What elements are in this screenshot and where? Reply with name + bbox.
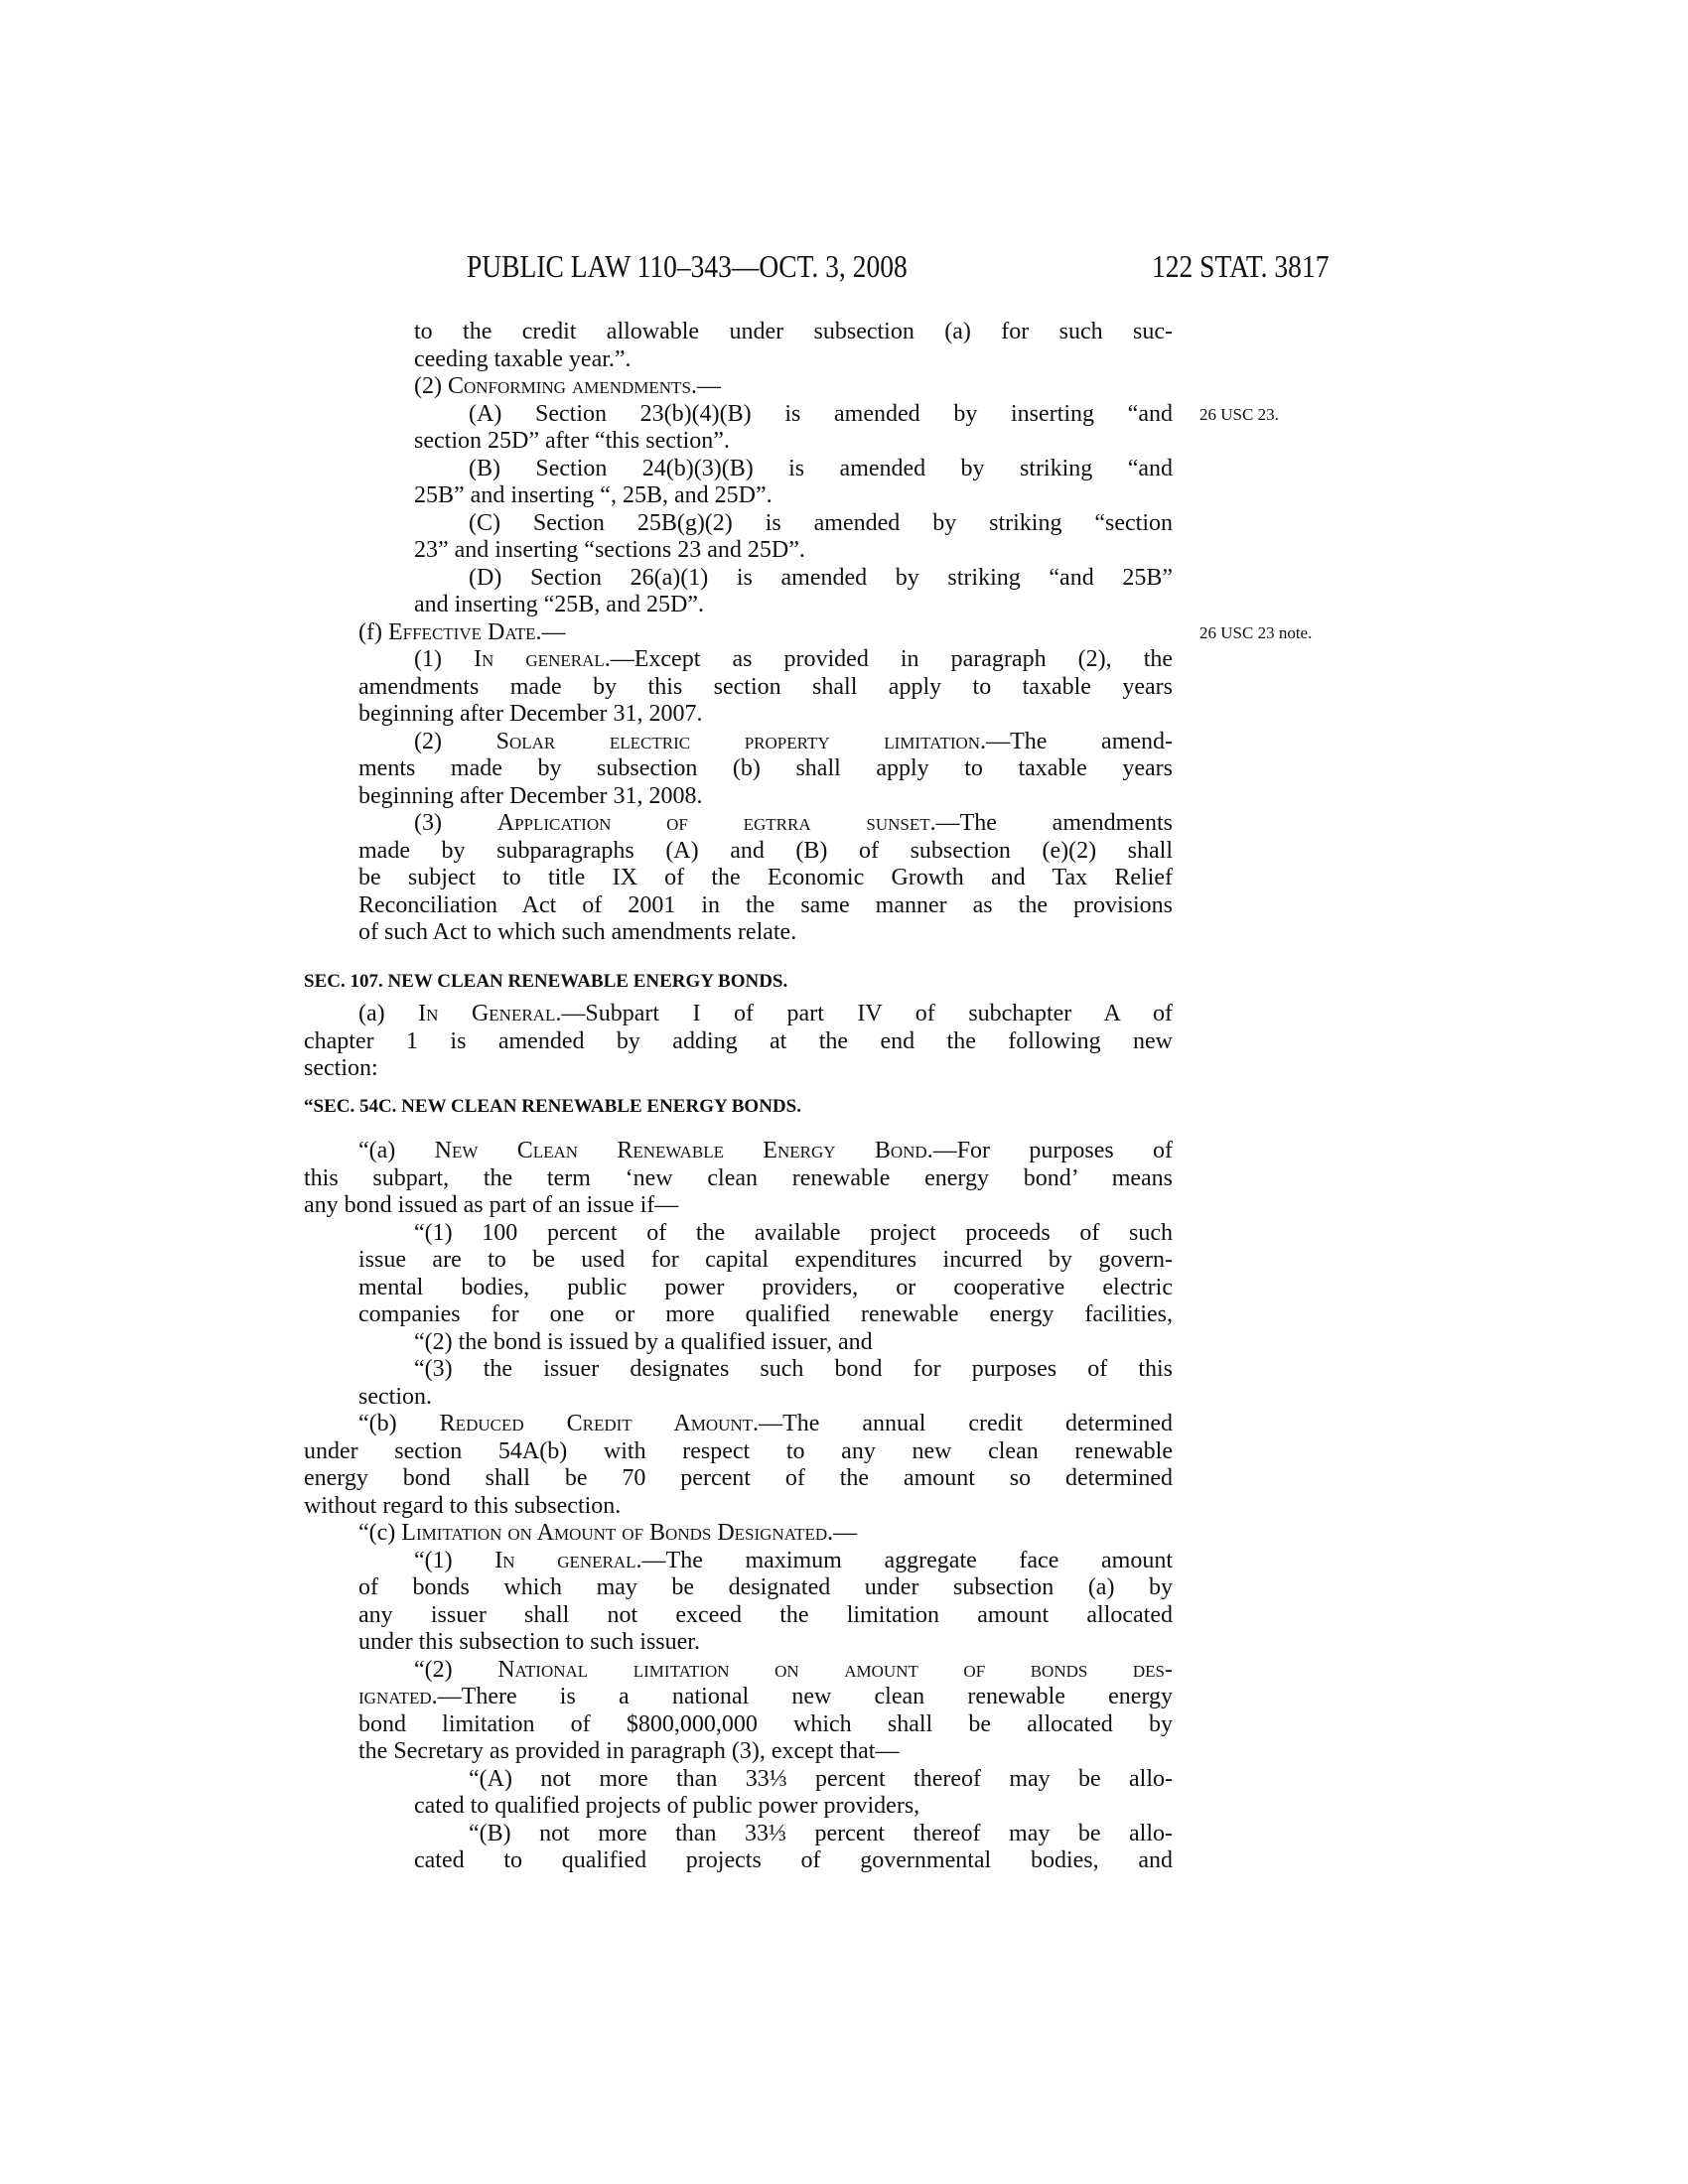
text-line <box>304 1548 1173 1575</box>
line-text: energy bond shall be 70 percent of the amount so determined <box>304 1465 1173 1491</box>
line-text: “(1) <box>414 1547 495 1573</box>
small-caps-heading: Reduced Credit Amount. <box>439 1411 760 1436</box>
text-line <box>304 1493 1173 1521</box>
text-line <box>304 1192 1173 1220</box>
line-text: “SEC. 54C. NEW CLEAN RENEWABLE ENERGY BONDS. <box>304 1095 801 1117</box>
text-line <box>304 1275 1173 1302</box>
text-line <box>304 838 1173 866</box>
line-text: cated to qualified projects of public power providers, <box>414 1793 920 1819</box>
text-line <box>304 1028 1173 1056</box>
line-text: the Secretary as provided in paragraph (3), except that— <box>358 1738 900 1764</box>
text-line <box>304 482 1173 510</box>
text-line <box>304 1411 1173 1438</box>
text-line <box>304 1684 1173 1711</box>
small-caps-heading: National limitation on amount of bonds des- <box>497 1656 1173 1683</box>
line-text: 23” and inserting “sections 23 and 25D”. <box>414 537 805 563</box>
text-line <box>304 783 1173 811</box>
small-caps-heading: Conforming amendments.— <box>447 373 721 399</box>
text-line <box>304 1138 1173 1165</box>
line-text: —There is a national new clean renewable energy <box>437 1684 1173 1709</box>
margin-note: 26 USC 23 note. <box>1199 622 1313 642</box>
line-text: —Except as provided in paragraph (2), the <box>610 646 1174 672</box>
text-line <box>304 565 1173 593</box>
text-line <box>304 1847 1173 1875</box>
text-line <box>304 865 1173 892</box>
line-text: (2) <box>414 373 448 399</box>
text-line <box>304 1629 1173 1657</box>
line-text: of such Act to which such amendments relate. <box>358 919 797 945</box>
line-text: companies for one or more qualified renewable energy facilities, <box>358 1301 1173 1327</box>
text-line <box>304 1657 1173 1685</box>
text-line <box>304 346 1173 374</box>
text-line <box>304 1738 1173 1766</box>
line-text: “(2) the bond is issued by a qualified issuer, and <box>414 1328 873 1355</box>
line-text: (a) <box>358 1001 419 1026</box>
line-text: 25B” and inserting “, 25B, and 25D”. <box>414 482 773 508</box>
text-line <box>304 1247 1173 1275</box>
line-text: ceeding taxable year.”. <box>414 345 632 372</box>
text-line <box>304 319 1173 346</box>
text-line <box>304 537 1173 565</box>
text-line <box>304 1520 1173 1548</box>
text-line <box>304 1329 1173 1357</box>
small-caps-heading: New Clean Renewable Energy Bond. <box>434 1138 933 1163</box>
text-line <box>304 1574 1173 1602</box>
section-heading <box>304 1093 1173 1121</box>
text-line <box>304 1793 1173 1821</box>
line-text: (C) Section 25B(g)(2) is amended by striking “section <box>469 509 1173 536</box>
text-line <box>304 510 1173 538</box>
line-text: —The maximum aggregate face amount <box>641 1547 1174 1573</box>
line-text: amendments made by this section shall apply to taxable years <box>358 673 1173 700</box>
text-line <box>304 1384 1173 1412</box>
line-text: any issuer shall not exceed the limitation amount allocated <box>358 1601 1173 1628</box>
page-number: 122 STAT. 3817 <box>1152 248 1330 284</box>
line-text: “(A) not more than 33⅓ percent thereof may be allo- <box>469 1765 1173 1792</box>
text-line <box>304 618 1313 647</box>
line-text: section: <box>304 1055 378 1081</box>
line-text: made by subparagraphs (A) and (B) of subsection (e)(2) shall <box>358 837 1173 864</box>
line-text: under this subsection to such issuer. <box>358 1629 700 1655</box>
line-text: “(3) the issuer designates such bond for purposes of this <box>414 1356 1173 1382</box>
line-text: (A) Section 23(b)(4)(B) is amended by inserting “and <box>469 400 1173 427</box>
text-line <box>304 1766 1173 1794</box>
text-line <box>304 1220 1173 1248</box>
small-caps-heading: In general. <box>474 646 611 672</box>
text-line <box>304 1438 1173 1466</box>
text-line <box>304 919 1173 947</box>
line-text: —For purposes of <box>932 1138 1173 1163</box>
small-caps-heading: ignated. <box>358 1684 438 1709</box>
text-line <box>304 701 1173 729</box>
text-line <box>304 1821 1173 1848</box>
text-line <box>304 729 1173 756</box>
line-text: of bonds which may be designated under subsection (a) by <box>358 1574 1173 1600</box>
text-line <box>304 1001 1173 1028</box>
line-text: —The annual credit determined <box>759 1411 1174 1436</box>
text-line <box>304 755 1173 783</box>
small-caps-heading: Limitation on Amount of Bonds Designated.— <box>401 1520 858 1546</box>
line-text: section 25D” after “this section”. <box>414 428 730 454</box>
line-text: —The amendments <box>935 810 1173 836</box>
line-text: (1) <box>414 646 475 672</box>
line-text: (3) <box>414 810 497 836</box>
line-text: (f) <box>358 618 388 645</box>
text-line <box>304 674 1173 702</box>
text-line <box>304 1602 1173 1630</box>
document-body <box>304 319 1313 1875</box>
line-text: Reconciliation Act of 2001 in the same manner as the provisions <box>358 891 1173 918</box>
text-line <box>304 1465 1173 1493</box>
text-line <box>304 428 1173 456</box>
text-line <box>304 592 1173 619</box>
section-heading <box>304 968 1173 996</box>
line-text: cated to qualified projects of governmental bodies, and <box>414 1847 1173 1873</box>
line-text: and inserting “25B, and 25D”. <box>414 592 704 617</box>
line-text: “(b) <box>358 1411 440 1436</box>
text-line <box>304 456 1173 483</box>
text-line <box>304 1711 1173 1739</box>
line-text: ments made by subsection (b) shall apply to taxable years <box>358 755 1173 781</box>
line-text: SEC. 107. NEW CLEAN RENEWABLE ENERGY BONDS. <box>304 970 788 992</box>
small-caps-heading: In general. <box>494 1547 642 1573</box>
running-header-title: PUBLIC LAW 110–343—OCT. 3, 2008 <box>467 248 908 284</box>
line-text: mental bodies, public power providers, or cooperative electric <box>358 1274 1173 1300</box>
line-text: without regard to this subsection. <box>304 1492 622 1519</box>
line-text: any bond issued as part of an issue if— <box>304 1192 679 1218</box>
line-text: (2) <box>414 728 496 754</box>
text-line <box>304 892 1173 920</box>
text-line <box>304 810 1173 838</box>
text-line <box>304 1165 1173 1193</box>
small-caps-heading: Effective Date.— <box>387 618 566 645</box>
line-text: beginning after December 31, 2008. <box>358 782 703 809</box>
line-text: beginning after December 31, 2007. <box>358 701 703 727</box>
text-line <box>304 1055 1173 1083</box>
line-text: this subpart, the term ‘new clean renewable energy bond’ means <box>304 1164 1173 1191</box>
text-line <box>304 400 1279 429</box>
small-caps-heading: In General. <box>418 1001 562 1026</box>
text-line <box>304 646 1173 674</box>
line-text: —Subpart I of part IV of subchapter A of <box>561 1001 1173 1026</box>
line-text: issue are to be used for capital expenditures incurred by govern- <box>358 1247 1173 1273</box>
line-text: “(B) not more than 33⅓ percent thereof may be allo- <box>469 1820 1173 1846</box>
line-text: “(2) <box>414 1656 498 1683</box>
margin-note: 26 USC 23. <box>1199 404 1279 424</box>
small-caps-heading: Application of egtrra sunset. <box>496 810 936 836</box>
line-text: be subject to title IX of the Economic Growth and Tax Relief <box>358 865 1173 890</box>
line-text: (B) Section 24(b)(3)(B) is amended by striking “and <box>469 455 1173 481</box>
line-text: —The amend- <box>986 728 1174 754</box>
text-line <box>304 1301 1173 1329</box>
line-text: “(1) 100 percent of the available project proceeds of such <box>414 1219 1173 1246</box>
small-caps-heading: Solar electric property limitation. <box>495 728 987 754</box>
line-text: section. <box>358 1383 432 1410</box>
line-text: “(a) <box>358 1138 435 1163</box>
text-line <box>304 1356 1173 1384</box>
text-line <box>304 373 1173 401</box>
line-text: bond limitation of $800,000,000 which shall be allocated by <box>358 1710 1173 1737</box>
line-text: “(c) <box>358 1520 402 1546</box>
line-text: (D) Section 26(a)(1) is amended by striking “and 25B” <box>469 564 1173 591</box>
line-text: to the credit allowable under subsection (a) for such suc- <box>414 319 1173 344</box>
line-text: chapter 1 is amended by adding at the end the following new <box>304 1027 1173 1054</box>
line-text: under section 54A(b) with respect to any new clean renewable <box>304 1437 1173 1464</box>
